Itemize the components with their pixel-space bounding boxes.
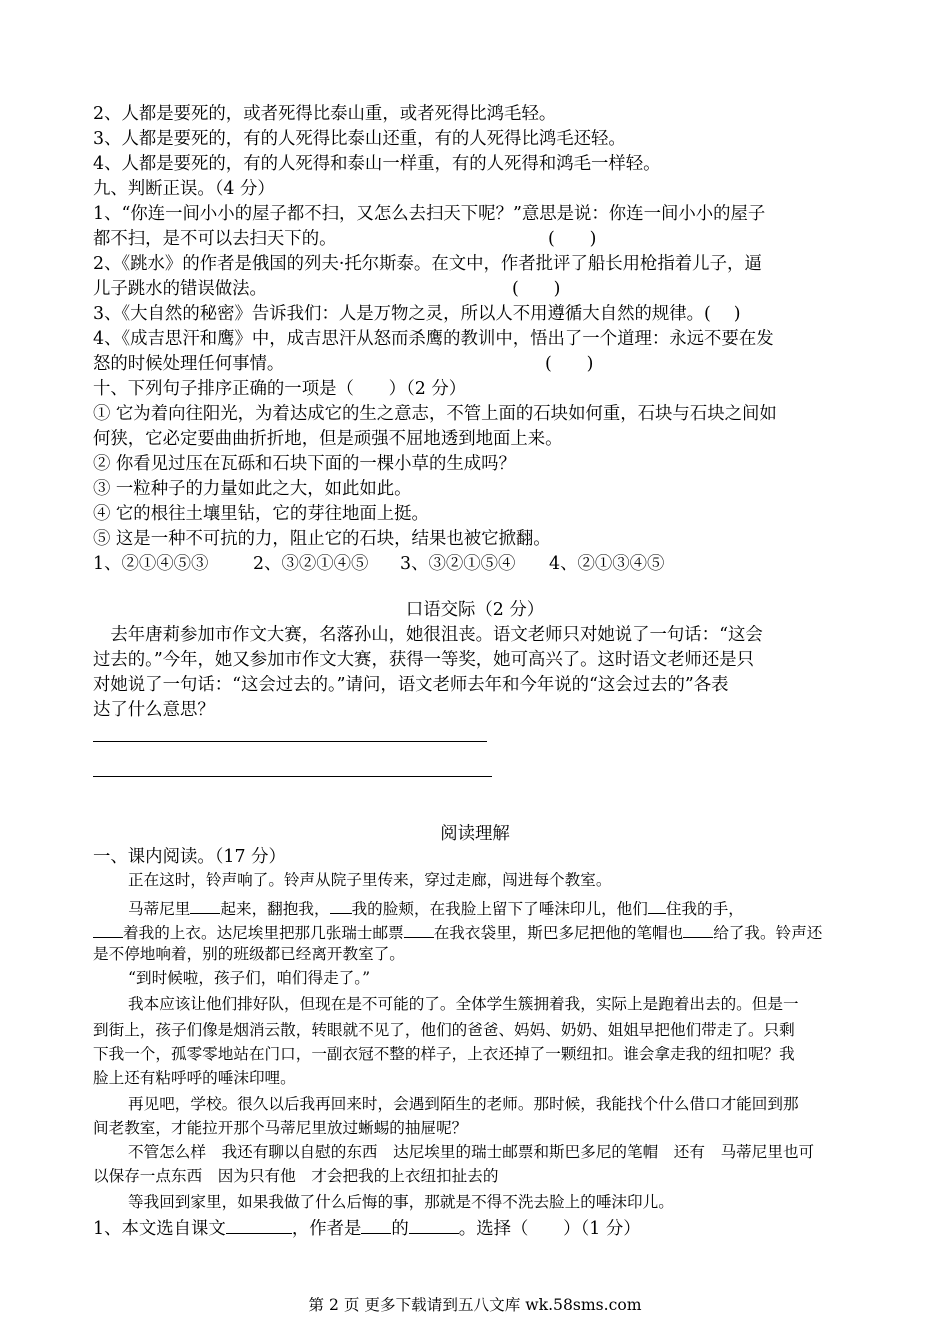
fill-blank[interactable] <box>226 1215 292 1234</box>
passage-line: 着我的上衣。达尼埃里把那几张瑞士邮票 在我衣袋里，斯巴多尼把他的笔帽也 给了我。铃声还 <box>93 919 822 944</box>
passage-line: 到街上，孩子们像是烟消云散，转眼就不见了，他们的爸爸、妈妈、奶奶、姐姐早把他们带走了。只剩 <box>93 1021 795 1039</box>
section-heading: 一、课内阅读。（17 分） <box>93 847 286 867</box>
question-text: 1、“你连一间小小的屋子都不扫，又怎么去扫天下呢？”意思是说：你连一间小小的屋子 <box>93 204 766 224</box>
passage-line: 下我一个，孤零零地站在门口，一副衣冠不整的样子，上衣还掉了一颗纽扣。谁会拿走我的纽扣呢？我 <box>93 1045 795 1063</box>
sentence-item: ③ 一粒种子的力量如此之大，如此如此。 <box>93 479 412 499</box>
answer-line[interactable] <box>93 741 487 742</box>
section-title: 阅读理解 <box>440 824 510 844</box>
question-text: 3、《大自然的秘密》告诉我们：人是万物之灵，所以人不用遵循大自然的规律。( ) <box>93 304 741 324</box>
question-option: 4、人都是要死的，有的人死得和泰山一样重，有的人死得和鸿毛一样轻。 <box>93 154 661 174</box>
choice-option: 4、②①③④⑤ <box>549 554 665 574</box>
question-text: 1、本文选自课文 ，作者是 的 。选择（ ）（1 分） <box>93 1215 641 1241</box>
fill-blank[interactable] <box>683 919 713 938</box>
passage-line: 不管怎么样 我还有聊以自慰的东西 达尼埃里的瑞士邮票和斯巴多尼的笔帽 还有 马蒂尼里也可 <box>128 1143 815 1161</box>
fill-blank[interactable] <box>330 895 352 914</box>
section-heading: 十、下列句子排序正确的一项是（ ）（2 分） <box>93 379 467 399</box>
sentence-item: ⑤ 这是一种不可抗的力，阻止它的石块，结果也被它掀翻。 <box>93 529 551 549</box>
question-text: 4、《成吉思汗和鹰》中，成吉思汗从怒而杀鹰的教训中，悟出了一个道理：永远不要在发 <box>93 329 774 349</box>
fill-blank[interactable] <box>93 919 123 938</box>
question-text: 儿子跳水的错误做法。 <box>93 279 267 299</box>
passage-line: 以保存一点东西 因为只有他 才会把我的上衣纽扣扯去的 <box>93 1167 499 1185</box>
section-heading: 九、判断正误。（4 分） <box>93 179 275 199</box>
answer-paren[interactable]: ( ) <box>548 229 597 249</box>
paragraph-line: 对她说了一句话：“这会过去的。”请问，语文老师去年和今年说的“这会过去的”各表 <box>93 675 729 695</box>
paragraph-line: 达了什么意思？ <box>93 700 215 720</box>
question-text: 都不扫，是不可以去扫天下的。 <box>93 229 337 249</box>
question-text: 2、《跳水》的作者是俄国的列夫·托尔斯泰。在文中，作者批评了船长用枪指着儿子，逼 <box>93 254 762 274</box>
question-option: 2、人都是要死的，或者死得比泰山重，或者死得比鸿毛轻。 <box>93 104 557 124</box>
question-text: 怒的时候处理任何事情。 <box>93 354 285 374</box>
choice-option: 2、③②①④⑤ <box>253 554 369 574</box>
sentence-item: ② 你看见过压在瓦砾和石块下面的一棵小草的生成吗？ <box>93 454 516 474</box>
paragraph-line: 去年唐莉参加市作文大赛，名落孙山，她很沮丧。语文老师只对她说了一句话：“这会 <box>93 625 763 645</box>
sentence-item: ① 它为着向往阳光，为着达成它的生之意志，不管上面的石块如何重，石块与石块之间如 <box>93 404 777 424</box>
passage-line: 间老教室，才能拉开那个马蒂尼里放过蜥蜴的抽屉呢？ <box>93 1119 468 1137</box>
passage-line: 等我回到家里，如果我做了什么后悔的事，那就是不得不洗去脸上的唾沫印儿。 <box>128 1193 674 1211</box>
passage-line: 正在这时，铃声响了。铃声从院子里传来，穿过走廊，闯进每个教室。 <box>128 871 612 889</box>
passage-line: 是不停地响着，别的班级都已经离开教室了。 <box>93 945 405 963</box>
choice-option: 1、②①④⑤③ <box>93 554 209 574</box>
fill-blank[interactable] <box>190 895 220 914</box>
answer-paren[interactable]: ( ) <box>512 279 561 299</box>
answer-line[interactable] <box>93 776 492 777</box>
answer-paren[interactable]: ( ) <box>545 354 594 374</box>
paragraph-line: 过去的。”今年，她又参加市作文大赛，获得一等奖，她可高兴了。这时语文老师还是只 <box>93 650 755 670</box>
passage-line: 脸上还有粘呼呼的唾沫印哩。 <box>93 1069 296 1087</box>
section-title: 口语交际（2 分） <box>405 600 545 620</box>
fill-blank[interactable] <box>648 895 666 914</box>
sentence-item: ④ 它的根往土壤里钻，它的芽往地面上挺。 <box>93 504 429 524</box>
question-option: 3、人都是要死的，有的人死得比泰山还重，有的人死得比鸿毛还轻。 <box>93 129 626 149</box>
passage-line: 再见吧，学校。很久以后我再回来时，会遇到陌生的老师。那时候，我能找个什么借口才能回到那 <box>128 1095 799 1113</box>
fill-blank[interactable] <box>404 919 434 938</box>
passage-line: 我本应该让他们排好队，但现在是不可能的了。全体学生簇拥着我，实际上是跑着出去的。但是一 <box>128 995 799 1013</box>
page-footer: 第 2 页 更多下载请到五八文库 wk.58sms.com <box>308 1296 642 1314</box>
fill-blank[interactable] <box>361 1215 391 1234</box>
choice-option: 3、③②①⑤④ <box>400 554 516 574</box>
passage-line: “到时候啦，孩子们，咱们得走了。” <box>128 969 371 987</box>
fill-blank[interactable] <box>409 1215 459 1234</box>
sentence-item: 何狭，它必定要曲曲折折地，但是顽强不屈地透到地面上来。 <box>93 429 563 449</box>
passage-line: 马蒂尼里 起来，翻抱我， 我的脸颊，在我脸上留下了唾沫印儿，他们 住我的手， <box>128 895 744 920</box>
